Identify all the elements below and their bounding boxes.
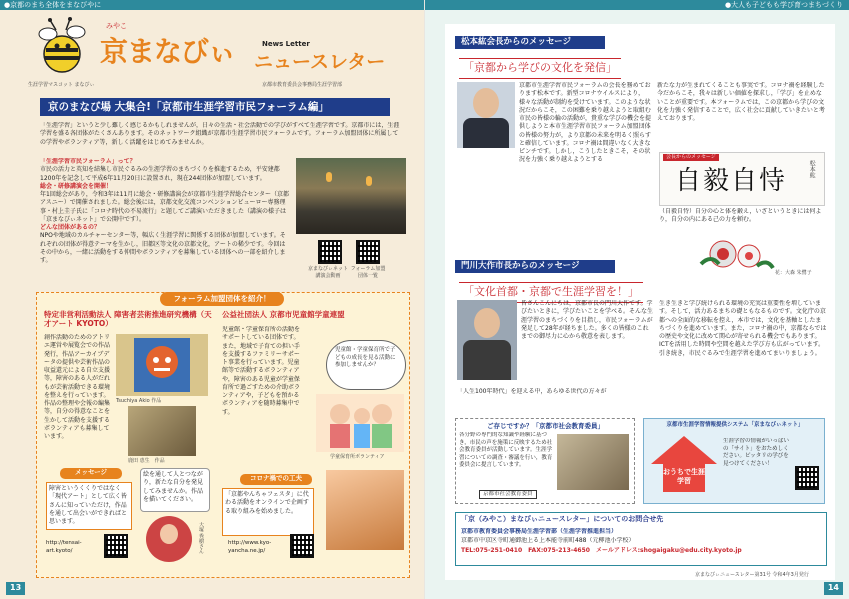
calligraphy-tag: 会長からのメッセージ [663,154,719,161]
qr1-caption: 京まなびぃネット 講演会動画 [308,266,349,279]
activity-photo [326,470,404,550]
newsletter-label: News Letter [262,40,310,48]
org1-title: 特定非営利活動法人 障害者芸術推進研究機構（天才アート KYOTO） [44,310,212,328]
org1-speech: 絵を通して人とつながり，新たな自分を発見してみませんか。作品を描いてください。 [140,468,210,512]
forum-p2: 年1回総会があり，令和3年は11月に総会・研修講演会が京都市生涯学習総合センター（京都アスニー）で開催されました。総会後には，京都文化交流コンベンションビューロー専務理事・村上圭子氏に「コロナ時代の不易流行」と題してご講演いただきました（講演の様子は「京まなびぃネット」で公開中です）。 [40,191,290,223]
org2-bubble: 児童館・学童保育所で子どもの成長を見る活動に参加しませんか？ [326,340,406,390]
right-page-number: 14 [824,582,843,595]
org1-message: 障害というくくりではなく「現代アート」として広く皆さんに知っていただけ，作品を通して出会いができればと思います。 [46,482,132,530]
forum-q-heading: 「生涯学習市民フォーラム」って？ [40,158,136,165]
net-title: 京都市生涯学習情報提供システム「京まなびぃネット」 [666,422,804,428]
left-band-text: ●京都のまち全体をまなびやに [4,1,102,9]
newsletter-title: ニュースレター [254,51,386,73]
qr2-caption: フォーラム加盟団体一覧 [350,266,386,279]
qr-code-lecture[interactable] [318,240,342,264]
net-body: 生涯学習の情報がいっぱいの「サイト」をおためしください。ピッタリの学びを見つけてください！ [723,438,790,467]
flower-caption: 花：大森 朱鷺子 [775,270,812,276]
right-page [425,0,849,599]
calligraphy-caption: （自毅自恃）自分の心と体を鍛え，いざというときには何より，自分の内にある己の力を頼む。 [659,208,822,224]
sec1-col1: 京都市生涯学習市民フォーラムの会長を務めております松本です。新型コロナウイルスにより，様々な活動が制約を受けています。このような状況だからこそ，この困難を乗り越えようと取組む市民の皆様の輪の活動が，貴重な学びの機会を提供しようと本市生涯学習市民フォーラム加盟団体の皆様の努力が，より京都の未来を明るく照らすと確信しています。コロナ禍は間違いなく大きなピンチです。しかし，こうしたときこそ，その状況を力強く乗り越えようとする [519,82,651,164]
org2-tip: 「京都やんちゃフェスタ」に代わる活動をオンラインで企画する取り組みを始めました。 [222,488,314,536]
qr-code-members[interactable] [356,240,380,264]
contact-heading: 「京（みやこ）まなびぃニュースレター」についてのお問合せ先 [461,515,664,523]
org1-qr-code[interactable] [104,534,128,558]
forum-q3-heading: どんな団体があるの？ [40,224,101,232]
contact-line2: 京都市中京区寺町通御池上る上本能寺前町488（元柳池小学校） [461,537,635,544]
left-page-number: 13 [6,582,25,595]
sec2-title: 「文化首都・京都で生涯学習を！」 [459,282,643,303]
org2-qr-code[interactable] [290,534,314,558]
sec1-title: 「京都から学びの文化を発信」 [459,58,621,79]
contact-line1: 京都市教育委員会事務局生涯学習部（生涯学習推進担当） [461,528,618,535]
headline-banner: 京のまなび場 大集合!「京都市生涯学習市民フォーラム編」 [40,98,390,116]
intro-text: 「生涯学習」というと少し難しく感じるかもしれませんが，日々の生活・社会活動での学びがすべて生涯学習です。京都市には，生涯学習を盛る各団体がたくさんあります。そのネットワーク組織が京都市生涯学習市民フォーラムです。フォーラム加盟団体に所属しての学習やボランティア等，新しく活躍をはじめてみませんか。 [40,122,400,146]
org1-message-head: メッセージ [60,468,122,479]
sec2-col1b: 「人生100年時代」を迎える中，あらゆる世代の方々が [457,388,607,395]
sec1-heading: 松本紘会長からのメッセージ [455,36,605,49]
org2-tip-head: コロナ禍での工夫 [240,474,312,485]
kyoin-photo [557,434,629,490]
calligraphy-text: 自毅自恃 [675,166,788,196]
left-page [0,0,424,599]
org2-body: 児童館・学童保育所の活動をサポートしている団体です。また，地域で子育ての担い手を支援するファミリーサポート事業を行っています。児童館等で活動するボランティアや，障害のある児童が学童保育所で過ごすための介助ボランティアや，子どもを預かるボランティアを随時募集中です。 [222,326,301,416]
sec2-heading: 門川大作市長からのメッセージ [455,260,615,273]
artist-caption: 鹿田 恵生 作品 [128,458,165,464]
net-arrow-text: おうちで生涯学習 [663,468,705,486]
org1-body: 創作活動のためのアトリエ運営や展覧会での作品発行，作品アーカイブデータの提供や芸術作品の収益還元による自立支援等，障害のある人がだれもが芸術活動できる環境を整えを行っています。作品の整理や会報の編集等，自分の得意なことを生かして活動を支援するボランティアも募集しています。 [44,334,111,441]
logo-title: 京まなびぃ [100,35,236,68]
kadokawa-photo [457,300,517,380]
forum-q2-heading: 総会・研修講演会を開催！ [40,182,113,190]
sec2-col1: 皆さんこんにちは，京都市長の門川大作です。学びたいときに，学びたいことを学べる。そんな生涯学習のまちづくりを目指し，市民フォーラムが発足して28年が経ちました。多くの皆様のこれまでの御尽力に心から敬意を表します。 [521,300,653,341]
forum-article [40,158,290,290]
org2-url[interactable]: http://www.kyo-yancha.ne.jp/ [228,540,272,554]
forum-p3: NPOや地域のカルチャーセンター等，幅広く生涯学習に関係する団体が加盟しています。それぞれの団体が得意テーマを生かし，旧都区等文化の京都文化，アートの稀少です。今回はその中から，一緒に活動をする仲間やボランティアを募集している団体への一部を紹介します。 [40,232,286,265]
bee-mascot-icon [30,16,92,78]
right-band-text: ●大人も子どもも学び育つまちづくり [724,1,843,9]
contact-line3[interactable]: TEL:075-251-0410 FAX:075-213-4650 メールアドレス:shogaigaku@edu.city.kyoto.jp [461,547,742,554]
sec2-col2: 生き生きと学び続けられる環境の充実は重要性を増しています。そして，活力あるまちの礎ともなるものです。文化庁の京都への全面的な移転を控え，本市では，文化を基軸としたまちづくりを進めています。また，コロナ禍の中，京都ならではの歴史や文化に改めて関心が寄せられる機会でもあります。ICTを活用した時間や空間を越えた学び方も広がっています。引き続き，市民ぐるみで生涯学習を進めてまいりましょう。 [659,300,827,357]
kyoin-tag: 京都市社会教育委員 [479,490,537,499]
calligraphy-signature: 松本紘 [808,160,816,178]
org2-title: 公益社団法人 京都市児童館学童連盟 [222,310,345,319]
mascot-caption: 生涯学習マスコット まなびぃ [28,82,95,88]
artist-photo [128,406,196,456]
forum-p1: 市民の活力と英知を結集し市民ぐるみの生涯学習のまちづくりを推進するため，平安建都1200年を記念して平成6年11月20日に設置され，現在244団体が加盟しています。 [40,166,280,182]
kyoin-body: 各分野の専門的な知識や経験に基づき，市民の声を施策に反映するため社会教育委員が活動しています。生涯学習についての調査・審議を行い，教育委員会に提言しています。 [459,432,553,469]
children-caption: 学童保育所ボランティア [330,454,385,460]
publisher: 京都市教育委員会事務局生涯学習部 [262,82,343,88]
art-caption: Tsuchiya Akio 作品 [116,398,162,404]
speaker-photo [146,516,192,562]
org1-url[interactable]: http://tensai-art.kyoto/ [46,540,82,554]
net-qr-code[interactable] [795,466,819,490]
kyoin-heading: ご存じですか？「京都市社会教育委員」 [487,422,604,430]
art-photo [116,334,208,396]
miyako-ruby: みやこ [106,22,127,30]
children-illustration [316,394,404,452]
colophon: 京まなびぃニュースレター第31号 令和4年3月発行 [695,572,809,578]
speaker-name: 大塚 秀樹さん [198,522,204,554]
camellia-flower-icon [695,234,775,276]
sec1-col2: 新たな力が生まれてくることも事実です。コロナ禍を経験した今だからこそ，我々は新しい価値を探求し，「学び」を止めないことが重要です。本フォーラムでは，この京都から学びの文化を力強く発信することで，広く社会に貢献していきたいと考えております。 [657,82,825,123]
org-box-title: フォーラム加盟団体を紹介！ [160,292,284,306]
street-photo [296,158,406,234]
matsumoto-photo [457,82,515,148]
